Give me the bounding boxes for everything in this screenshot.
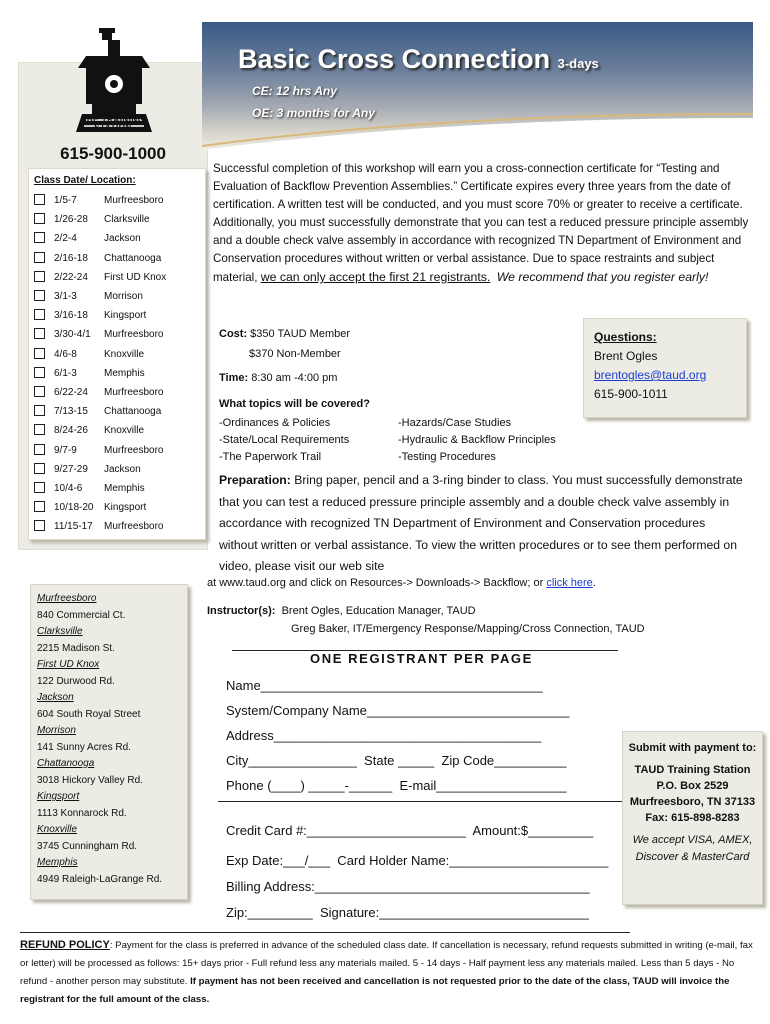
class-date: 3/16-18 [54,310,88,322]
location-name: Clarksville [37,626,83,637]
preparation-website: at www.taud.org and click on Resources-> Downloads-> Backflow; or click here. [207,577,596,589]
contact-email-link[interactable]: brentogles@taud.org [594,368,707,382]
class-option[interactable] [34,212,204,231]
class-location: Kingsport [104,502,147,514]
submit-po-box: P.O. Box 2529 [656,780,729,792]
class-checkbox[interactable] [34,482,45,493]
questions-box [583,318,747,418]
class-checkbox[interactable] [34,328,45,339]
oe-credit: OE: 3 months for Any [252,106,375,120]
class-location: Murfreesboro [104,444,164,456]
class-location: Murfreesboro [104,521,164,533]
registrant-limit: we can only accept the first 21 registrants. [260,270,491,284]
location-name: Chattanooga [37,758,95,769]
class-checkbox[interactable] [34,309,45,320]
class-date: 9/7-9 [54,444,77,456]
topic-item: -Hydraulic & Backflow Principles [398,434,556,446]
time-section: Time: 8:30 am -4:00 pm [219,372,338,384]
topic-item: -Hazards/Case Studies [398,417,512,429]
preparation-section: Preparation: Bring paper, pencil and a 3-ring binder to class. You must successfully demonstrate that you can test a reduced pressure principle assembly and a double check valve assembly in accordance with recognized TN Department of Environment and Conservation procedures without written or verbal assistance. To view the written procedures or to see them performed on video, please visit our web site [219,473,743,573]
class-location: Memphis [104,483,145,494]
class-location: First UD Knox [104,271,167,283]
submit-org: TAUD Training Station [634,764,751,776]
class-date: 10/18-20 [54,502,94,514]
class-option[interactable] [34,423,204,442]
submit-payment-box [622,731,763,905]
class-location: Jackson [104,233,141,245]
class-schedule-box [28,168,206,540]
location-address: 3018 Hickory Valley Rd. [37,774,143,786]
topics-heading: What topics will be covered? [219,398,370,410]
class-option[interactable] [34,347,204,366]
title-banner [202,22,753,150]
class-date: 2/16-18 [54,252,88,264]
phone-email-field[interactable]: Phone (____) _____-______ E-mail__________________ [226,778,567,793]
class-option[interactable] [34,500,204,519]
class-location: Knoxville [104,425,145,437]
topic-item: -State/Local Requirements [219,434,350,446]
class-date: 3/1-3 [54,291,77,302]
form-mid-divider [218,801,630,802]
class-date: 10/4-6 [54,483,83,494]
class-option[interactable] [34,462,204,481]
instructors-line-1: Instructor(s): Brent Ogles, Education Manager, TAUD [207,605,476,617]
form-heading: ONE REGISTRANT PER PAGE [310,651,533,666]
class-checkbox[interactable] [34,271,45,282]
company-field[interactable]: System/Company Name____________________________ [226,703,570,718]
course-description: Successful completion of this workshop will earn you a cross-connection certificate for “Testing and Evaluation of Backflow Prevention Assemblies.” Certificate expires every three years from the date of certification. A written test will be conducted, and you must score 70% or greater to receive a certificate. Additionally, you must successfully demonstrate that you can test a reduced pressure principle assembly and a double check valve assembly in accordance with recognized TN Department of Environment and Conservation procedures without written or verbal assistance. Due to space restraints and subject material, we can only accept the first 21 registrants. We recommend that you register early! [213,162,749,284]
class-location: Knoxville [104,348,145,360]
class-option[interactable] [34,289,204,308]
topic-item: -Testing Procedures [398,451,496,463]
class-location: Morrison [104,291,143,302]
duration-label: 3-days [557,56,599,71]
billing-address-field[interactable]: Billing Address:______________________________________ [226,879,590,894]
class-date: 4/6-8 [54,348,77,360]
class-date: 2/22-24 [54,271,88,283]
class-option[interactable] [34,251,204,270]
click-here-link[interactable]: click here [546,577,593,589]
location-name: Kingsport [37,791,80,802]
class-location: Chattanooga [104,252,162,264]
class-date: 6/1-3 [54,367,77,379]
class-checkbox[interactable] [34,213,45,224]
page-title: Basic Cross Connection 3-days [238,44,599,74]
class-checkbox[interactable] [34,463,45,474]
register-early-note: We recommend that you register early! [496,270,709,284]
topic-item: -The Paperwork Trail [219,451,322,463]
questions-heading: Questions: [594,330,657,344]
class-option[interactable] [34,231,204,250]
class-location: Jackson [104,463,141,475]
class-location: Murfreesboro [104,387,164,398]
class-date: 7/13-15 [54,406,88,418]
location-name: First UD Knox [37,659,100,670]
class-checkbox[interactable] [34,424,45,435]
location-address: 122 Durwood Rd. [37,675,115,687]
class-location: Chattanooga [104,406,162,418]
instructors-line-2: Greg Baker, IT/Emergency Response/Mapping/Cross Connection, TAUD [291,623,645,635]
refund-divider [20,932,630,933]
name-field[interactable]: Name_______________________________________ [226,678,543,693]
location-name: Knoxville [37,824,78,835]
class-checkbox[interactable] [34,348,45,359]
class-date: 11/15-17 [54,521,93,533]
topic-item: -Ordinances & Policies [219,417,331,429]
banner-swoosh [202,22,753,150]
location-address: 4949 Raleigh-LaGrange Rd. [37,873,163,885]
class-location: Murfreesboro [104,329,164,341]
class-option[interactable] [34,481,204,500]
nonmember-price: $370 Non-Member [249,348,341,360]
credit-card-field[interactable]: Credit Card #:______________________ Amount:$_________ [226,823,594,838]
class-option[interactable] [34,308,204,327]
address-field[interactable]: Address_____________________________________ [226,728,542,743]
accepted-cards: We accept VISA, AMEX, Discover & MasterCard [632,834,753,863]
location-address: 141 Sunny Acres Rd. [37,741,131,753]
class-checkbox[interactable] [34,367,45,378]
class-date: 2/2-4 [54,233,77,245]
main-phone: 615-900-1000 [60,144,166,163]
member-price: $350 TAUD Member [250,328,351,340]
refund-policy: REFUND POLICY: Payment for the class is preferred in advance of the scheduled class date. If cancellation is necessary, refund requests submitted in writing (e-mail, fax or letter) will be processed as follows: 15+ days prior - Full refund less any materials mailed. 5 - 14 days - Half payment less any materials mailed. Less than 5 days - No refund - another person may substitute. If payment has not been received and cancellation is not requested prior to the date of the class, TAUD will invoice the registrant for the full amount of the class. [20,939,753,1005]
class-option[interactable] [34,385,204,404]
location-address: 2215 Madison St. [37,642,115,654]
city-state-zip-field[interactable]: City_______________ State _____ Zip Code__________ [226,753,567,768]
class-checkbox[interactable] [34,520,45,531]
contact-phone: 615-900-1011 [594,387,668,401]
class-option[interactable] [34,327,204,346]
class-schedule-heading: Class Date/ Location: [34,175,136,186]
location-address: 604 South Royal Street [37,708,141,720]
class-option[interactable] [34,366,204,385]
class-date: 1/5-7 [54,195,77,206]
class-location: Memphis [104,367,145,379]
class-checkbox[interactable] [34,252,45,263]
location-address: 3745 Cunningham Rd. [37,840,138,852]
submit-title: Submit with payment to: [628,742,757,754]
class-checkbox[interactable] [34,290,45,301]
class-checkbox[interactable] [34,444,45,455]
class-date: 8/24-26 [54,425,88,437]
class-checkbox[interactable] [34,194,45,205]
location-name: Jackson [37,692,74,703]
cost-section: Cost: $350 TAUD Member $370 Non-Member [219,324,350,364]
class-option[interactable] [34,193,204,212]
location-address: 1113 Konnarock Rd. [37,807,127,819]
submit-city: Murfreesboro, TN 37133 [629,796,756,808]
location-name: Morrison [37,725,76,736]
class-location: Clarksville [104,214,150,226]
location-name: Memphis [37,857,78,868]
class-date: 9/27-29 [54,463,88,475]
class-checkbox[interactable] [34,501,45,512]
location-name: Murfreesboro [37,593,97,604]
location-address: 840 Commercial Ct. [37,609,126,621]
refund-heading: REFUND POLICY [20,939,110,951]
class-checkbox[interactable] [34,405,45,416]
class-date: 6/22-24 [54,387,88,398]
location-address-box [30,584,188,900]
class-checkbox[interactable] [34,386,45,397]
class-checkbox[interactable] [34,232,45,243]
class-option[interactable] [34,404,204,423]
class-date: 3/30-4/1 [54,329,91,341]
ce-credit: CE: 12 hrs Any [252,84,337,98]
class-option[interactable] [34,519,204,538]
class-location: Murfreesboro [104,195,164,206]
class-option[interactable] [34,443,204,462]
zip-signature-field[interactable]: Zip:_________ Signature:_____________________________ [226,905,589,920]
submit-fax: Fax: 615-898-8283 [645,812,740,824]
class-location: Kingsport [104,310,147,322]
class-option[interactable] [34,270,204,289]
contact-name: Brent Ogles [594,349,658,363]
class-date: 1/26-28 [54,214,88,226]
logo-wordmark: THE TRAINING STATION [81,115,145,132]
exp-cardholder-field[interactable]: Exp Date:___/___ Card Holder Name:______________________ [226,853,609,868]
